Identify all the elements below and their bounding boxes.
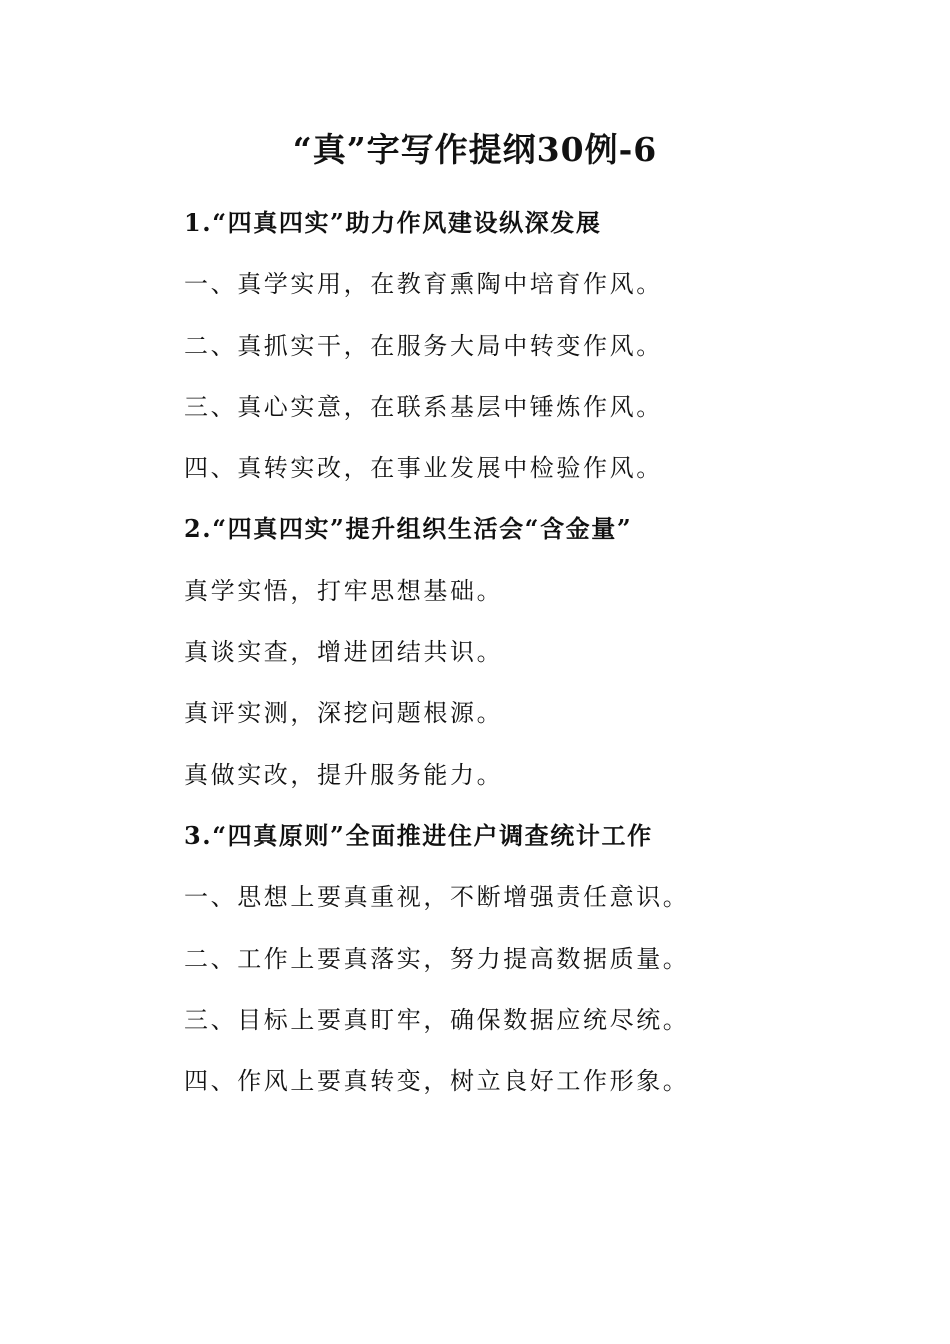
list-item: 二、真抓实干，在服务大局中转变作风。 xyxy=(184,331,663,360)
section-1 xyxy=(184,198,904,504)
section-heading: 2.“四真四实”提升组织生活会“含金量” xyxy=(184,514,633,544)
list-item: 真谈实查，增进团结共识。 xyxy=(184,638,504,667)
list-item: 真学实悟，打牢思想基础。 xyxy=(184,576,504,605)
list-item: 一、思想上要真重视，不断增强责任意识。 xyxy=(184,883,690,912)
list-item: 三、真心实意，在联系基层中锤炼作风。 xyxy=(184,392,663,421)
list-item: 四、作风上要真转变，树立良好工作形象。 xyxy=(184,1067,690,1096)
list-item: 三、目标上要真盯牢，确保数据应统尽统。 xyxy=(184,1005,690,1034)
list-item: 一、真学实用，在教育熏陶中培育作风。 xyxy=(184,270,663,299)
section-3 xyxy=(184,811,904,1117)
document-body xyxy=(184,198,904,1117)
list-item: 真评实测，深挖问题根源。 xyxy=(184,699,504,728)
list-item: 四、真转实改，在事业发展中检验作风。 xyxy=(184,454,663,483)
section-heading: 3.“四真原则”全面推进住户调查统计工作 xyxy=(184,820,653,850)
document-title: “真”字写作提纲30例-6 xyxy=(292,130,658,169)
list-item: 二、工作上要真落实，努力提高数据质量。 xyxy=(184,944,690,973)
list-item: 真做实改，提升服务能力。 xyxy=(184,760,504,789)
section-2 xyxy=(184,504,904,810)
section-heading: 1.“四真四实”助力作风建设纵深发展 xyxy=(184,208,602,237)
